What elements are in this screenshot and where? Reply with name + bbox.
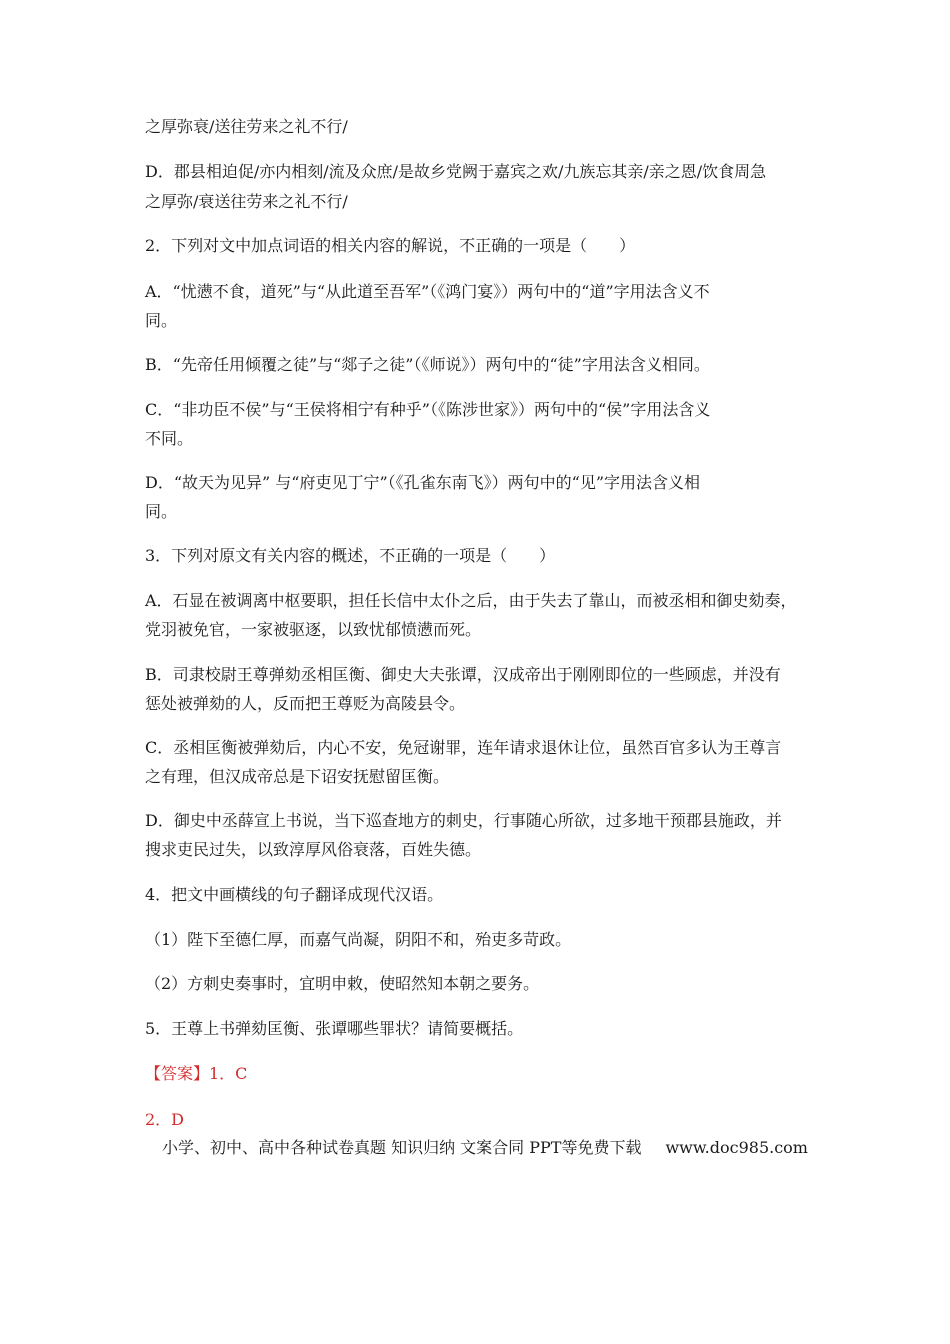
q3-option-b-line2: 惩处被弹劾的人，反而把王尊贬为高陵县令。 [145, 694, 466, 713]
q1-option-d-line1: D．郡县相迫促/亦内相刻/流及众庶/是故乡党阙于嘉宾之欢/九族忘其亲/亲之恩/饮食周急 [145, 162, 767, 181]
q2-option-a-line2: 同。 [145, 311, 178, 330]
answer-line-1: 【答案】1．C [145, 1064, 248, 1083]
q3-option-d-line2: 搜求吏民过失，以致淳厚风俗衰落，百姓失德。 [145, 840, 482, 859]
q5-stem: 5．王尊上书弹劾匡衡、张谭哪些罪状？请简要概括。 [145, 1019, 524, 1038]
q2-option-c-line1: C．“非功臣不侯”与“王侯将相宁有种乎”（《陈涉世家》）两句中的“侯”字用法含义 [145, 400, 711, 419]
q2-option-d-line1: D．“故天为见异” 与“府吏见丁宁”（《孔雀东南飞》）两句中的“见”字用法含义相 [145, 473, 700, 492]
q3-option-c-line2: 之有理，但汉成帝总是下诏安抚慰留匡衡。 [145, 767, 450, 786]
q3-option-b-line1: B．司隶校尉王尊弹劾丞相匡衡、御史大夫张谭，汉成帝出于刚刚即位的一些顾虑，并没有 [145, 665, 781, 684]
answer-line-2: 2．D [145, 1110, 185, 1129]
q1-option-d-line2: 之厚弥/衰送往劳来之礼不行/ [145, 192, 348, 211]
q3-option-d-line1: D．御史中丞薛宣上书说，当下巡查地方的刺史，行事随心所欲，过多地干预郡县施政，并 [145, 811, 782, 830]
q2-option-a-line1: A．“忧懑不食，道死”与“从此道至吾军”（《鸿门宴》）两句中的“道”字用法含义不 [145, 282, 710, 301]
q3-stem: 3．下列对原文有关内容的概述，不正确的一项是（ ） [145, 546, 556, 565]
q4-item-1: （1）陛下至德仁厚，而嘉气尚凝，阴阳不和，殆吏多苛政。 [145, 930, 572, 949]
q2-option-d-line2: 同。 [145, 502, 178, 521]
q4-item-2: （2）方刺史奏事时，宜明申敕，使昭然知本朝之要务。 [145, 974, 540, 993]
footer-site-link[interactable]: www.doc985.com [665, 1138, 808, 1157]
q4-stem: 4．把文中画横线的句子翻译成现代汉语。 [145, 885, 444, 904]
q3-option-c-line1: C．丞相匡衡被弹劾后，内心不安，免冠谢罪，连年请求退休让位，虽然百官多认为王尊言 [145, 738, 782, 757]
q2-option-c-line2: 不同。 [145, 429, 194, 448]
page-footer [162, 1135, 808, 1161]
continuation-line: 之厚弥衰/送往劳来之礼不行/ [145, 117, 348, 136]
q2-stem: 2．下列对文中加点词语的相关内容的解说，不正确的一项是（ ） [145, 236, 636, 255]
footer-text: 小学、初中、高中各种试卷真题 知识归纳 文案合同 PPT等免费下载 [162, 1138, 642, 1157]
q3-option-a-line1: A．石显在被调离中枢要职，担任长信中太仆之后，由于失去了靠山，而被丞相和御史劾奏， [145, 591, 797, 610]
q2-option-b-line1: B．“先帝任用倾覆之徒”与“郯子之徒”（《师说》）两句中的“徒”字用法含义相同。 [145, 355, 710, 374]
q3-option-a-line2: 党羽被免官，一家被驱逐，以致忧郁愤懑而死。 [145, 620, 482, 639]
